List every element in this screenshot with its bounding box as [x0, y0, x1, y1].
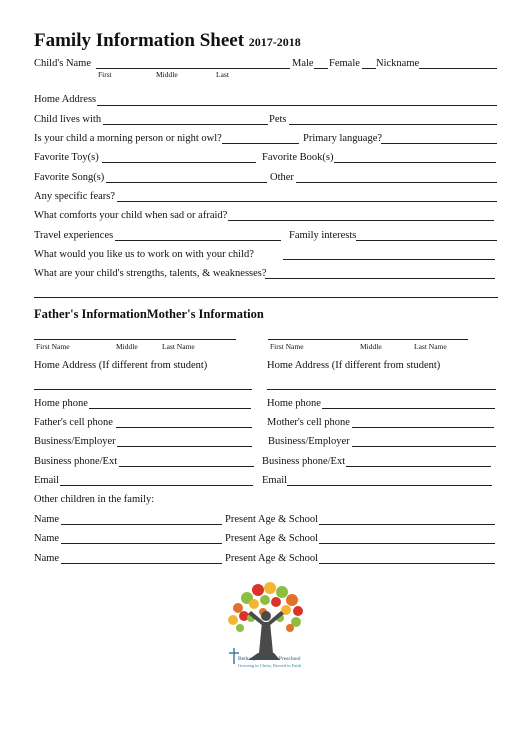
mother-name-field[interactable] — [268, 339, 468, 340]
favorite-songs-label: Favorite Song(s) — [34, 172, 105, 183]
home-address-label: Home Address — [34, 94, 97, 105]
school-year: 2017-2018 — [248, 35, 301, 49]
family-interests-label: Family interests — [289, 230, 357, 241]
sibling-1-name-field[interactable] — [61, 524, 222, 525]
pets-field[interactable] — [289, 124, 497, 125]
fathers-cell-label: Father's cell phone — [34, 417, 113, 428]
father-business-phone-label: Business phone/Ext — [34, 456, 118, 467]
title-text: Family Information Sheet — [34, 30, 245, 51]
work-on-label: What would you like us to work on with your child? — [34, 249, 254, 260]
sibling-1-age-school-field[interactable] — [319, 524, 495, 525]
morning-person-field[interactable] — [222, 143, 299, 144]
father-home-address-label: Home Address (If different from student) — [34, 360, 208, 371]
first-sublabel: First — [98, 70, 112, 79]
sibling-3-age-school-field[interactable] — [319, 563, 495, 564]
mother-home-address-field[interactable] — [267, 389, 496, 390]
sibling-2-name-field[interactable] — [61, 543, 222, 544]
favorite-toys-label: Favorite Toy(s) — [34, 152, 99, 163]
last-sublabel: Last — [216, 70, 229, 79]
strengths-field-extra[interactable] — [34, 297, 498, 298]
travel-label: Travel experiences — [34, 230, 114, 241]
father-email-label: Email — [34, 475, 60, 486]
comforts-label: What comforts your child when sad or afraid? — [34, 210, 228, 221]
father-employer-label: Business/Employer — [34, 436, 116, 447]
father-home-address-field[interactable] — [34, 389, 252, 390]
father-home-phone-label: Home phone — [34, 398, 88, 409]
strengths-label: What are your child's strengths, talents, & weaknesses? — [34, 268, 267, 279]
father-email-field[interactable] — [60, 485, 253, 486]
father-home-phone-field[interactable] — [89, 408, 251, 409]
primary-language-label: Primary language? — [303, 133, 383, 144]
sibling-2-name-label: Name — [34, 533, 60, 544]
page-title — [34, 30, 301, 52]
father-name-field[interactable] — [34, 339, 236, 340]
preschool-name: Bethany Lutheran Preschool — [238, 656, 301, 662]
favorite-toys-field[interactable] — [102, 162, 256, 163]
other-field[interactable] — [296, 182, 497, 183]
morning-person-label: Is your child a morning person or night owl? — [34, 133, 222, 144]
sibling-1-age-school-label: Present Age & School — [225, 514, 319, 525]
mother-employer-field[interactable] — [352, 446, 496, 447]
travel-field[interactable] — [115, 240, 281, 241]
mother-home-address-label: Home Address (If different from student) — [267, 360, 441, 371]
father-employer-field[interactable] — [117, 446, 252, 447]
father-business-phone-field[interactable] — [119, 466, 254, 467]
favorite-books-field[interactable] — [334, 162, 496, 163]
favorite-books-label: Favorite Book(s) — [262, 152, 334, 163]
mother-middle-sublabel: Middle — [360, 342, 382, 351]
mother-employer-label: Business/Employer — [268, 436, 350, 447]
nickname-label: Nickname — [376, 58, 420, 69]
fears-label: Any specific fears? — [34, 191, 116, 202]
mothers-cell-field[interactable] — [352, 427, 494, 428]
father-first-name-sublabel: First Name — [36, 342, 70, 351]
fears-field[interactable] — [117, 201, 497, 202]
sibling-3-name-label: Name — [34, 553, 60, 564]
father-last-name-sublabel: Last Name — [162, 342, 195, 351]
family-interests-field[interactable] — [356, 240, 497, 241]
sibling-2-age-school-label: Present Age & School — [225, 533, 319, 544]
home-address-field[interactable] — [97, 105, 497, 106]
siblings-heading: Other children in the family: — [34, 494, 155, 505]
strengths-field[interactable] — [265, 278, 495, 279]
mother-business-phone-field[interactable] — [346, 466, 491, 467]
mother-business-phone-label: Business phone/Ext — [262, 456, 346, 467]
preschool-tagline: Growing in Christ, Rooted in Faith — [238, 663, 301, 668]
mother-first-name-sublabel: First Name — [270, 342, 304, 351]
sibling-1-name-label: Name — [34, 514, 60, 525]
mother-email-field[interactable] — [287, 485, 492, 486]
sibling-2-age-school-field[interactable] — [319, 543, 495, 544]
mothers-cell-label: Mother's cell phone — [267, 417, 350, 428]
child-name-label: Child's Name — [34, 58, 92, 69]
male-field[interactable] — [314, 68, 328, 69]
lives-with-field[interactable] — [103, 124, 268, 125]
female-field[interactable] — [362, 68, 376, 69]
child-name-field[interactable] — [96, 68, 290, 69]
favorite-songs-field[interactable] — [106, 182, 267, 183]
mother-home-phone-label: Home phone — [267, 398, 321, 409]
male-label: Male — [292, 58, 314, 69]
mother-last-name-sublabel: Last Name — [414, 342, 447, 351]
middle-sublabel: Middle — [156, 70, 178, 79]
fathers-cell-field[interactable] — [116, 427, 252, 428]
pets-label: Pets — [269, 114, 287, 125]
nickname-field[interactable] — [419, 68, 497, 69]
work-on-field[interactable] — [283, 259, 495, 260]
lives-with-label: Child lives with — [34, 114, 102, 125]
mother-home-phone-field[interactable] — [322, 408, 495, 409]
sibling-3-name-field[interactable] — [61, 563, 222, 564]
primary-language-field[interactable] — [381, 143, 497, 144]
parents-heading: Father's InformationMother's Information — [34, 307, 264, 321]
comforts-field[interactable] — [228, 220, 494, 221]
female-label: Female — [329, 58, 360, 69]
father-middle-sublabel: Middle — [116, 342, 138, 351]
sibling-3-age-school-label: Present Age & School — [225, 553, 319, 564]
mother-email-label: Email — [262, 475, 288, 486]
other-label: Other — [270, 172, 294, 183]
